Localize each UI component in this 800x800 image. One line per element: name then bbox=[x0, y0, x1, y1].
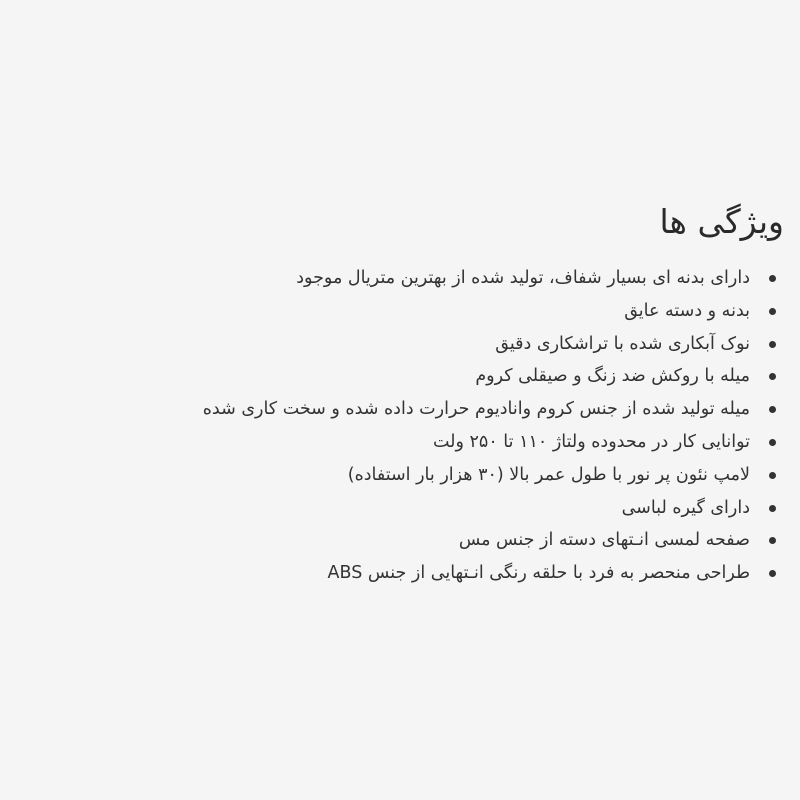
bullet-icon bbox=[769, 406, 776, 413]
feature-text: نوک آبکاری شده با تراشکاری دقیق bbox=[495, 333, 750, 354]
features-list bbox=[6, 262, 786, 590]
list-item bbox=[6, 557, 786, 590]
bullet-icon bbox=[769, 472, 776, 479]
feature-text: دارای بدنه ای بسیار شفاف، تولید شده از بهترین متریال موجود bbox=[296, 268, 750, 288]
bullet-icon bbox=[769, 537, 776, 544]
feature-text: دارای گیره لباسی bbox=[621, 497, 750, 518]
bullet-icon bbox=[769, 570, 776, 577]
feature-text: لامپ نئون پر نور با طول عمر بالا (۳۰ هزار بار استفاده) bbox=[347, 464, 750, 485]
bullet-icon bbox=[769, 505, 776, 512]
bullet-icon bbox=[769, 439, 776, 446]
feature-text: صفحه لمسی انـتهای دسته از جنس مس bbox=[458, 530, 750, 551]
section-title: ویژگی ها bbox=[659, 202, 784, 241]
feature-text: بدنه و دسته عایق bbox=[624, 300, 750, 321]
list-item bbox=[6, 360, 786, 393]
feature-text: توانایی کار در محدوده ولتاژ ۱۱۰ تا ۲۵۰ ولت bbox=[433, 431, 750, 452]
feature-text: طراحی منحصر به فرد با حلقه رنگی انـتهایی از جنس ABS bbox=[327, 563, 750, 584]
list-item bbox=[6, 492, 786, 525]
list-item bbox=[6, 524, 786, 557]
features-section bbox=[6, 196, 786, 590]
feature-text: میله تولید شده از جنس کروم وانادیوم حرارت داده شده و سخت کاری شده bbox=[202, 399, 750, 420]
bullet-icon bbox=[769, 341, 776, 348]
list-item bbox=[6, 328, 786, 361]
list-item bbox=[6, 262, 786, 295]
list-item bbox=[6, 295, 786, 328]
bullet-icon bbox=[769, 308, 776, 315]
list-item bbox=[6, 459, 786, 492]
bullet-icon bbox=[769, 373, 776, 380]
bullet-icon bbox=[769, 275, 776, 282]
feature-text: میله با روکش ضد زنگ و صیقلی کروم bbox=[475, 366, 750, 387]
list-item bbox=[6, 393, 786, 426]
list-item bbox=[6, 426, 786, 459]
